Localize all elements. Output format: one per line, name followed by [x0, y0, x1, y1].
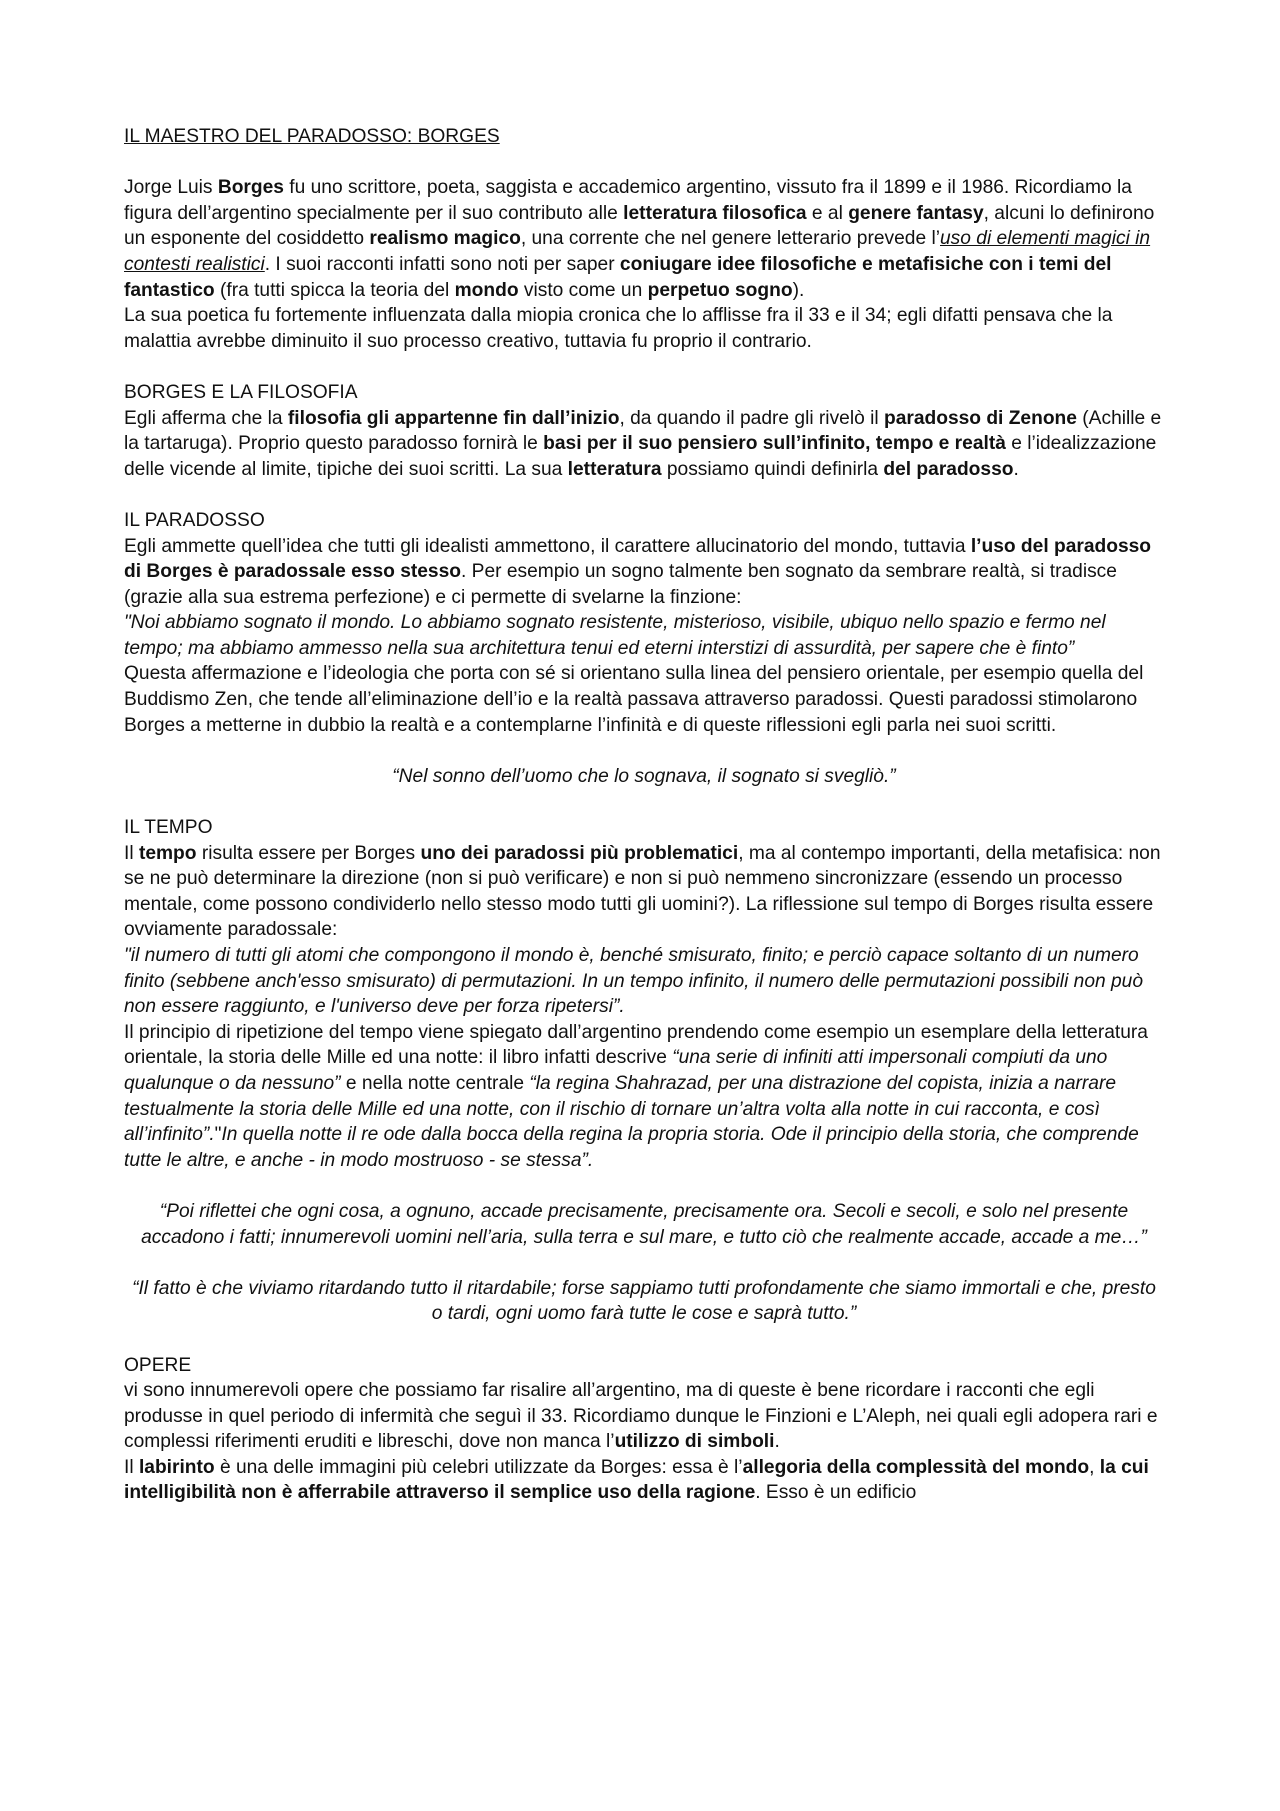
text-run: ). [792, 279, 805, 301]
text-run: , alcuni lo definirono un esponente del cosiddetto [124, 202, 1155, 250]
bold-text: letteratura filosofica [623, 202, 807, 224]
tempo-block-quote-2 [124, 1276, 1164, 1327]
text-run: (fra tutti spicca la teoria del [214, 279, 455, 301]
bold-text: l’uso del paradosso di Borges è paradossale esso stesso [124, 535, 1152, 583]
text-run: " [214, 1124, 222, 1146]
paradosso-quote-inline [124, 610, 1164, 661]
filosofia-paragraph [124, 406, 1164, 483]
spacer [124, 789, 1164, 815]
text-run: . I suoi racconti infatti sono noti per saper [264, 253, 620, 275]
tempo-paragraph-2 [124, 1020, 1164, 1174]
text-run: visto come un [518, 279, 648, 301]
spacer [124, 150, 1164, 176]
text-run: Il [124, 1456, 139, 1478]
italic-text: uso di elementi magici in contesti realistici [124, 228, 1151, 275]
text-run: . Per esempio un sogno talmente ben sognato da sembrare realtà, si tradisce (grazie alla sua estrema perfezione) e ci permette di svelarne la finzione: [124, 561, 1117, 608]
paradosso-paragraph-1 [124, 534, 1164, 611]
tempo-quote-inline [124, 943, 1164, 1020]
text-run: Jorge Luis [124, 177, 218, 199]
spacer [124, 1173, 1164, 1199]
tempo-paragraph-1 [124, 841, 1164, 943]
text-run: è una delle immagini più celebri utilizzate da Borges: essa è l’ [214, 1456, 743, 1478]
document-body [124, 124, 1164, 1506]
spacer [124, 1327, 1164, 1353]
spacer [124, 482, 1164, 508]
italic-text: "il numero di tutti gli atomi che compongono il mondo è, benché smisurato, finito; e perciò capace soltanto di un numero finito (sebbene anch'esso smisurato) di permutazioni. In un tempo infinito, il numero delle permutazioni possibili non può non essere raggiunto, e l'universo deve per forza ripetersi”. [124, 945, 1144, 1018]
section-heading-tempo: IL TEMPO [124, 817, 213, 839]
text-run: Il principio di ripetizione del tempo viene spiegato dall’argentino prendendo come esempio un esemplare della letteratura orientale, la storia delle Mille ed una notte: il libro infatti descrive [124, 1021, 1148, 1069]
section-heading-filosofia: BORGES E LA FILOSOFIA [124, 381, 358, 403]
spacer [124, 738, 1164, 764]
quote-text: “Il fatto è che viviamo ritardando tutto il ritardabile; forse sappiamo tutti profondamente che siamo immortali e che, presto o tardi, ogni uomo farà tutte le cose e saprà tutto.” [132, 1277, 1156, 1325]
text-run: Egli afferma che la [124, 407, 288, 429]
text-run: (Achille e la tartaruga). Proprio questo paradosso fornirà le [124, 407, 1162, 455]
text-run: . [774, 1431, 780, 1453]
text-run: vi sono innumerevoli opere che possiamo far risalire all’argentino, ma di queste è bene ricordare i racconti che egli produsse in quel periodo di infermità che seguì il 33. Ricordiamo dunque le Finzioni e L’Aleph, nei quali egli adopera rari e complessi riferimenti eruditi e libreschi, dove non manca l’ [124, 1380, 1158, 1453]
spacer [124, 1250, 1164, 1276]
opere-paragraph-2 [124, 1455, 1164, 1506]
bold-text: utilizzo di simboli [614, 1431, 775, 1453]
bold-text: mondo [454, 279, 519, 301]
text-run: risulta essere per Borges [196, 842, 421, 864]
bold-text: labirinto [138, 1456, 215, 1478]
quote-text: “Nel sonno dell’uomo che lo sognava, il sognato si svegliò.” [392, 765, 896, 787]
section-heading-opere: OPERE [124, 1354, 192, 1376]
bold-text: basi per il suo pensiero sull’infinito, tempo e realtà [543, 433, 1006, 455]
bold-text: tempo [138, 842, 197, 864]
bold-text: letteratura [567, 458, 662, 480]
italic-text: “la regina Shahrazad, per una distrazione del copista, inizia a narrare testualmente la storia delle Mille ed una notte, con il rischio di tornare un’altra volta alla notte in cui racconta, e così all’infinito”. [124, 1072, 1117, 1146]
text-run: possiamo quindi definirla [661, 458, 884, 480]
bold-text: genere fantasy [848, 202, 984, 224]
text-run: Il [124, 842, 139, 864]
text-run: Questa affermazione e l’ideologia che porta con sé si orientano sulla linea del pensiero orientale, per esempio quella del Buddismo Zen, che tende all’eliminazione dell’io e la realtà passava attraverso paradossi. Questi paradossi stimolarono Borges a metterne in dubbio la realtà e a contemplarne l’infinità e di queste riflessioni egli parla nei suoi scritti. [124, 663, 1144, 736]
bold-text: Borges [217, 177, 284, 199]
text-run: e l’idealizzazione delle vicende al limite, tipiche dei suoi scritti. La sua [124, 433, 1157, 480]
text-run: , [1089, 1456, 1100, 1478]
bold-text: filosofia gli appartenne fin dall’inizio [287, 407, 620, 429]
text-run: Egli ammette quell’idea che tutti gli idealisti ammettono, il carattere allucinatorio del mondo, tuttavia [124, 535, 971, 557]
text-run: e al [806, 202, 849, 224]
text-run: , da quando il padre gli rivelò il [619, 407, 884, 429]
italic-text: In quella notte il re ode dalla bocca della regina la propria storia. Ode il principio della storia, che comprende tutte le altre, e anche - in modo mostruoso - se stessa”. [124, 1124, 1139, 1171]
text-run: fu uno scrittore, poeta, saggista e accademico argentino, vissuto fra il 1899 e il 1986. Ricordiamo la figura dell’argentino specialmente per il suo contributo alle [124, 177, 1132, 224]
bold-text: perpetuo sogno [647, 279, 793, 301]
text-run: , una corrente che nel genere letterario prevede l’ [520, 228, 940, 250]
text-run: , ma al contempo importanti, della metafisica: non se ne può determinare la direzione (non si può verificare) e non si può nemmeno sincronizzare (essendo un processo mentale, come possono condividerlo nello stesso modo tutti gli uomini?). La riflessione sul tempo di Borges risulta essere ovviamente paradossale: [124, 842, 1161, 941]
section-heading-paradosso: IL PARADOSSO [124, 509, 265, 531]
text-run: . Esso è un edificio [755, 1482, 917, 1504]
opere-paragraph-1 [124, 1378, 1164, 1455]
bold-text: allegoria della complessità del mondo [742, 1456, 1090, 1478]
spacer [124, 354, 1164, 380]
bold-text: realismo magico [369, 228, 521, 250]
italic-text: “una serie di infiniti atti impersonali compiuti da uno qualunque o da nessuno” [124, 1047, 1108, 1094]
text-run: e nella notte centrale [340, 1072, 530, 1094]
text-run: La sua poetica fu fortemente influenzata dalla miopia cronica che lo afflisse fra il 33 e il 34; egli difatti pensava che la malattia avrebbe diminuito il suo processo creativo, tuttavia fu proprio il contrario. [124, 305, 1113, 352]
quote-text: “Poi riflettei che ogni cosa, a ognuno, accade precisamente, precisamente ora. Secoli e secoli, e solo nel presente accadono i fatti; innumerevoli uomini nell’aria, sulla terra e sul mare, e tutto ciò che realmente accade, accade a me…” [141, 1200, 1147, 1248]
intro-paragraph-1 [124, 175, 1164, 303]
document-title: IL MAESTRO DEL PARADOSSO: BORGES [124, 126, 500, 147]
text-run: . [1013, 458, 1019, 480]
intro-paragraph-2 [124, 303, 1164, 354]
paradosso-block-quote [124, 764, 1164, 790]
italic-text: "Noi abbiamo sognato il mondo. Lo abbiamo sognato resistente, misterioso, visibile, ubiquo nello spazio e fermo nel tempo; ma abbiamo ammesso nella sua architettura tenui ed eterni interstizi di assurdità, per sapere che è finto” [124, 612, 1106, 659]
bold-text: la cui intelligibilità non è afferrabile attraverso il semplice uso della ragione [124, 1456, 1149, 1504]
bold-text: coniugare idee filosofiche e metafisiche con i temi del fantastico [124, 253, 1112, 301]
bold-text: del paradosso [883, 458, 1014, 480]
paradosso-paragraph-2 [124, 661, 1164, 738]
bold-text: uno dei paradossi più problematici [420, 842, 739, 864]
tempo-block-quote-1 [124, 1199, 1164, 1250]
bold-text: paradosso di Zenone [883, 407, 1077, 429]
